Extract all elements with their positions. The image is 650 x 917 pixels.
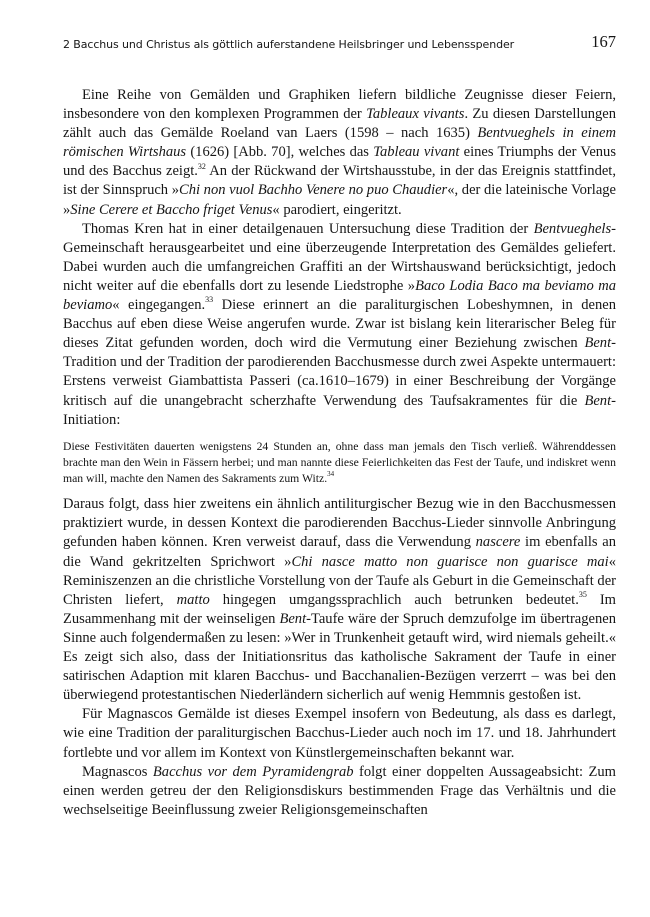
text-run: -Initiation: xyxy=(63,392,616,428)
paragraph-2 xyxy=(63,220,616,430)
running-title: 2 Bacchus und Christus als göttlich auferstandene Heilsbringer und Lebensspender xyxy=(63,38,515,51)
italic-quotation: Chi non vuol Bachho Venere no puo Chaudier xyxy=(179,182,448,199)
italic-term: Bent xyxy=(584,392,612,409)
text-run: . Zu diesen Darstellungen zählt auch das Gemälde Roeland van Laers (1598 – nach 1635) xyxy=(63,106,616,142)
text-run: « parodiert, eingeritzt. xyxy=(272,201,402,218)
italic-quotation: Chi nasce matto non guarisce non guarisce mai xyxy=(291,553,609,570)
italic-quotation: Baco Lodia Baco ma beviamo ma beviamo xyxy=(63,277,616,314)
italic-term: Bentvueghels xyxy=(533,220,612,237)
text-run: -Taufe wäre der Spruch demzufolge im übertragenen Sinne auch folgendermaßen zu lesen: »Wer in Trunkenheit getauft wird, wird niemals geheilt.« Es zeigt sich also, dass der Initiationsritus das katholische Sakrament der Taufe in einer satirischen Adaption mit klaren Bacchus- und Bacchanalien-Bezügen verzerrt – was bei den überwiegend protestantischen Niederländern sicherlich auf wenig Hemmnis gestoßen ist. xyxy=(63,610,616,704)
paragraph-3 xyxy=(63,495,616,705)
italic-term: Tableaux vivants xyxy=(366,106,465,123)
artwork-title: Bacchus vor dem Pyramidengrab xyxy=(152,763,354,780)
italic-term: nascere xyxy=(475,534,521,551)
text-run: « eingegangen. xyxy=(112,297,206,314)
quote-text: Diese Festivitäten dauerten wenigstens 24 Stunden an, ohne dass man jemals den Tisch verließ. Währenddessen brachte man den Wein in Fässern herbei; und man nannte diese Feierlichkeiten das Fest der Taufe, und indiskret wenn man will, machte den Namen des Sakraments zum Witz. xyxy=(63,439,616,486)
text-run: im ebenfalls an die Wand gekritzelten Sprichwort » xyxy=(63,534,616,570)
footnote-marker: 32 xyxy=(197,161,206,171)
text-run: Eine Reihe von Gemälden und Graphiken liefern bildliche Zeugnisse dieser Feiern, insbesondere von den komplexen Programmen der xyxy=(63,87,616,123)
footnote-marker: 35 xyxy=(578,589,587,599)
text-run: Thomas Kren hat in einer detailgenauen Untersuchung diese Tradition der xyxy=(82,220,534,237)
italic-term: matto xyxy=(176,591,210,608)
text-run: Im Zusammenhang mit der weinseligen xyxy=(63,591,616,627)
page-number: 167 xyxy=(591,32,616,51)
text-run: Daraus folgt, dass hier zweitens ein ähnlich antiliturgischer Bezug wie in den Bacchusmessen praktiziert wurde, in dessen Kontext die parodierenden Bacchus-Lieder sinnvolle Anbringung gefunden haben können. Kren verweist darauf, dass die Verwendung xyxy=(63,496,616,551)
italic-term: Bent xyxy=(584,335,612,352)
footnote-marker: 34 xyxy=(327,470,335,479)
footnote-marker: 33 xyxy=(205,295,214,305)
text-run: -Gemeinschaft herausgearbeitet und eine überzeugende Interpretation des Gemäldes geliefert. Dabei wurden auch die umfangreichen Graffiti an der Wirtshauswand berücksichtigt, jedoch nicht weiter auf die ebenfalls dort zu lesende Liedstrophe » xyxy=(63,220,616,294)
block-quote xyxy=(63,439,616,488)
text-run: eines Triumphs der Venus und des Bacchus zeigt. xyxy=(63,144,616,180)
text-run: «, der die lateinische Vorlage » xyxy=(63,182,616,218)
text-run: Magnascos xyxy=(82,763,153,780)
body-text xyxy=(63,86,616,820)
paragraph-1 xyxy=(63,86,616,220)
page-header xyxy=(63,32,616,54)
text-run: -Tradition und der Tradition der parodierenden Bacchusmesse durch zwei Aspekte untermauert: Erstens verweist Giambattista Passeri (ca.1610–1679) in einer Beschreibung der Vorgänge kritisch auf die unangebracht scherzhafte Verwendung des Taufsakramentes für die xyxy=(63,335,616,409)
text-run: folgt einer doppelten Aussageabsicht: Zum einen werden getreu der den Religionsdiskurs bestimmenden Frage das Verhältnis und die wechselseitige Beeinflussung zweier Religionsgemeinschaften xyxy=(63,763,616,818)
italic-quotation: Sine Cerere et Baccho friget Venus xyxy=(70,201,273,218)
italic-term: Bent xyxy=(279,610,307,627)
artwork-title: Bentvueghels in einem römischen Wirtshaus xyxy=(63,125,617,161)
italic-term: Tableau vivant xyxy=(373,144,460,161)
text-run: Diese erinnert an die paraliturgischen Lobeshymnen, in denen Bacchus auf eben diese Weise angerufen wurde. Zwar ist bislang kein literarischer Beleg für dieses Zitat gefunden worden, doch wird die Vermutung einer Beziehung zwischen xyxy=(63,297,616,352)
text-run: An der Rückwand der Wirtshausstube, in der das Ereignis stattfindet, ist der Sinnspruch » xyxy=(63,163,616,199)
text-run: « Reminiszenzen an die christliche Vorstellung von der Taufe als Geburt in die Gemeinschaft der Christen liefert, xyxy=(63,553,617,608)
paragraph-4: Für Magnascos Gemälde ist dieses Exempel insofern von Bedeutung, als dass es darlegt, wie eine Tradition der paraliturgischen Bacchus-Lieder auch noch im 17. und 18. Jahrhundert fortlebte und vor allem im Kontext von Künstlergemeinschaften bekannt war. xyxy=(63,706,616,761)
paragraph-5 xyxy=(63,763,616,820)
text-run: hingegen umgangssprachlich auch betrunken bedeutet. xyxy=(209,591,579,608)
text-run: (1626) [Abb. 70], welches das xyxy=(186,144,374,161)
